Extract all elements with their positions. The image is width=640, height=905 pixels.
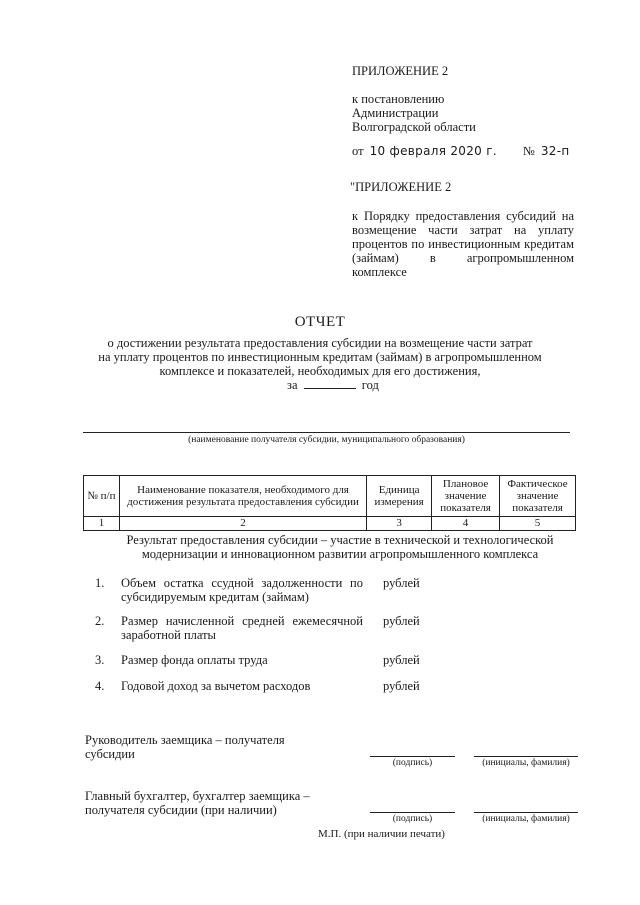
indicator-unit: рублей xyxy=(383,576,420,590)
report-subtitle-2: на уплату процентов по инвестиционным кредитам (займам) в агропромышленном xyxy=(98,350,542,364)
report-title: ОТЧЕТ xyxy=(294,314,346,330)
indicator-name: Размер начисленной средней ежемесячной заработной платы xyxy=(121,614,363,642)
accountant-title-line1: Главный бухгалтер, бухгалтер заемщика – xyxy=(85,789,310,803)
date-prefix: от xyxy=(352,144,364,158)
head-signature-line xyxy=(370,756,455,757)
indicator-number: 1. xyxy=(95,576,105,590)
name-caption: (инициалы, фамилия) xyxy=(482,814,570,824)
indicator-number: 2. xyxy=(95,614,105,628)
annex-title: ПРИЛОЖЕНИЕ 2 xyxy=(352,64,449,78)
name-caption: (инициалы, фамилия) xyxy=(482,758,570,768)
indicator-name: Объем остатка ссудной задолженности по субсидируемым кредитам (займам) xyxy=(121,576,363,604)
resolution-date-number xyxy=(352,142,570,160)
administration: Администрации xyxy=(352,106,439,120)
report-subtitle-3: комплексе и показателей, необходимых для его достижения, xyxy=(159,364,481,378)
head-title-line1: Руководитель заемщика – получателя xyxy=(85,733,285,747)
signature-caption: (подпись) xyxy=(392,758,433,768)
indicator-unit: рублей xyxy=(383,653,420,667)
inner-annex-description: к Порядку предоставления субсидий на возмещение части затрат на уплату процентов по инвестиционным кредитам (займам) в агропромышленном комплексе xyxy=(352,209,574,279)
year-blank xyxy=(304,378,356,389)
table-number-cell: 3 xyxy=(367,517,432,531)
table-header-cell: Наименование показателя, необходимого для достижения результата предоставления субсидии xyxy=(119,476,366,517)
indicator-unit: рублей xyxy=(383,614,420,628)
head-name-line xyxy=(474,756,578,757)
indicator-number: 3. xyxy=(95,653,105,667)
stamp-note: М.П. (при наличии печати) xyxy=(318,828,445,840)
report-subtitle-1: о достижении результата предоставления субсидии на возмещение части затрат xyxy=(107,336,533,350)
result-text: Результат предоставления субсидии – участие в технической и технологической модернизации и инновационном развитии агропромышленного комплекса xyxy=(126,533,554,561)
region: Волгоградской области xyxy=(352,120,476,134)
table-header-cell: № п/п xyxy=(84,476,120,517)
table-header-cell: Фактическое значение показателя xyxy=(500,476,576,517)
year-prefix: за xyxy=(287,378,298,392)
accountant-name-line xyxy=(474,812,578,813)
table-header-cell: Единица измерения xyxy=(367,476,432,517)
table-number-cell: 4 xyxy=(432,517,500,531)
table-number-cell: 5 xyxy=(500,517,576,531)
table-number-row xyxy=(84,517,576,531)
to-resolution: к постановлению xyxy=(352,92,445,106)
table-number-cell: 1 xyxy=(84,517,120,531)
report-year-row xyxy=(287,378,379,392)
head-title-line2: субсидии xyxy=(85,747,135,761)
table-number-cell: 2 xyxy=(119,517,366,531)
signature-caption: (подпись) xyxy=(392,814,433,824)
table-header-row xyxy=(84,476,576,517)
indicator-name: Годовой доход за вычетом расходов xyxy=(121,679,311,693)
table-header-cell: Плановое значение показателя xyxy=(432,476,500,517)
indicator-number: 4. xyxy=(95,679,105,693)
number-value: 32-п xyxy=(540,144,570,158)
date-value: 10 февраля 2020 г. xyxy=(369,144,497,158)
accountant-title-line2: получателя субсидии (при наличии) xyxy=(85,803,277,817)
indicator-name: Размер фонда оплаты труда xyxy=(121,653,268,667)
number-prefix: № xyxy=(522,144,535,158)
recipient-caption: (наименование получателя субсидии, муниципального образования) xyxy=(188,435,465,445)
indicator-unit: рублей xyxy=(383,679,420,693)
inner-annex-title: "ПРИЛОЖЕНИЕ 2 xyxy=(350,180,452,194)
accountant-signature-line xyxy=(370,812,455,813)
indicators-table xyxy=(83,475,576,531)
year-suffix: год xyxy=(361,378,379,392)
recipient-name-line xyxy=(83,432,570,433)
